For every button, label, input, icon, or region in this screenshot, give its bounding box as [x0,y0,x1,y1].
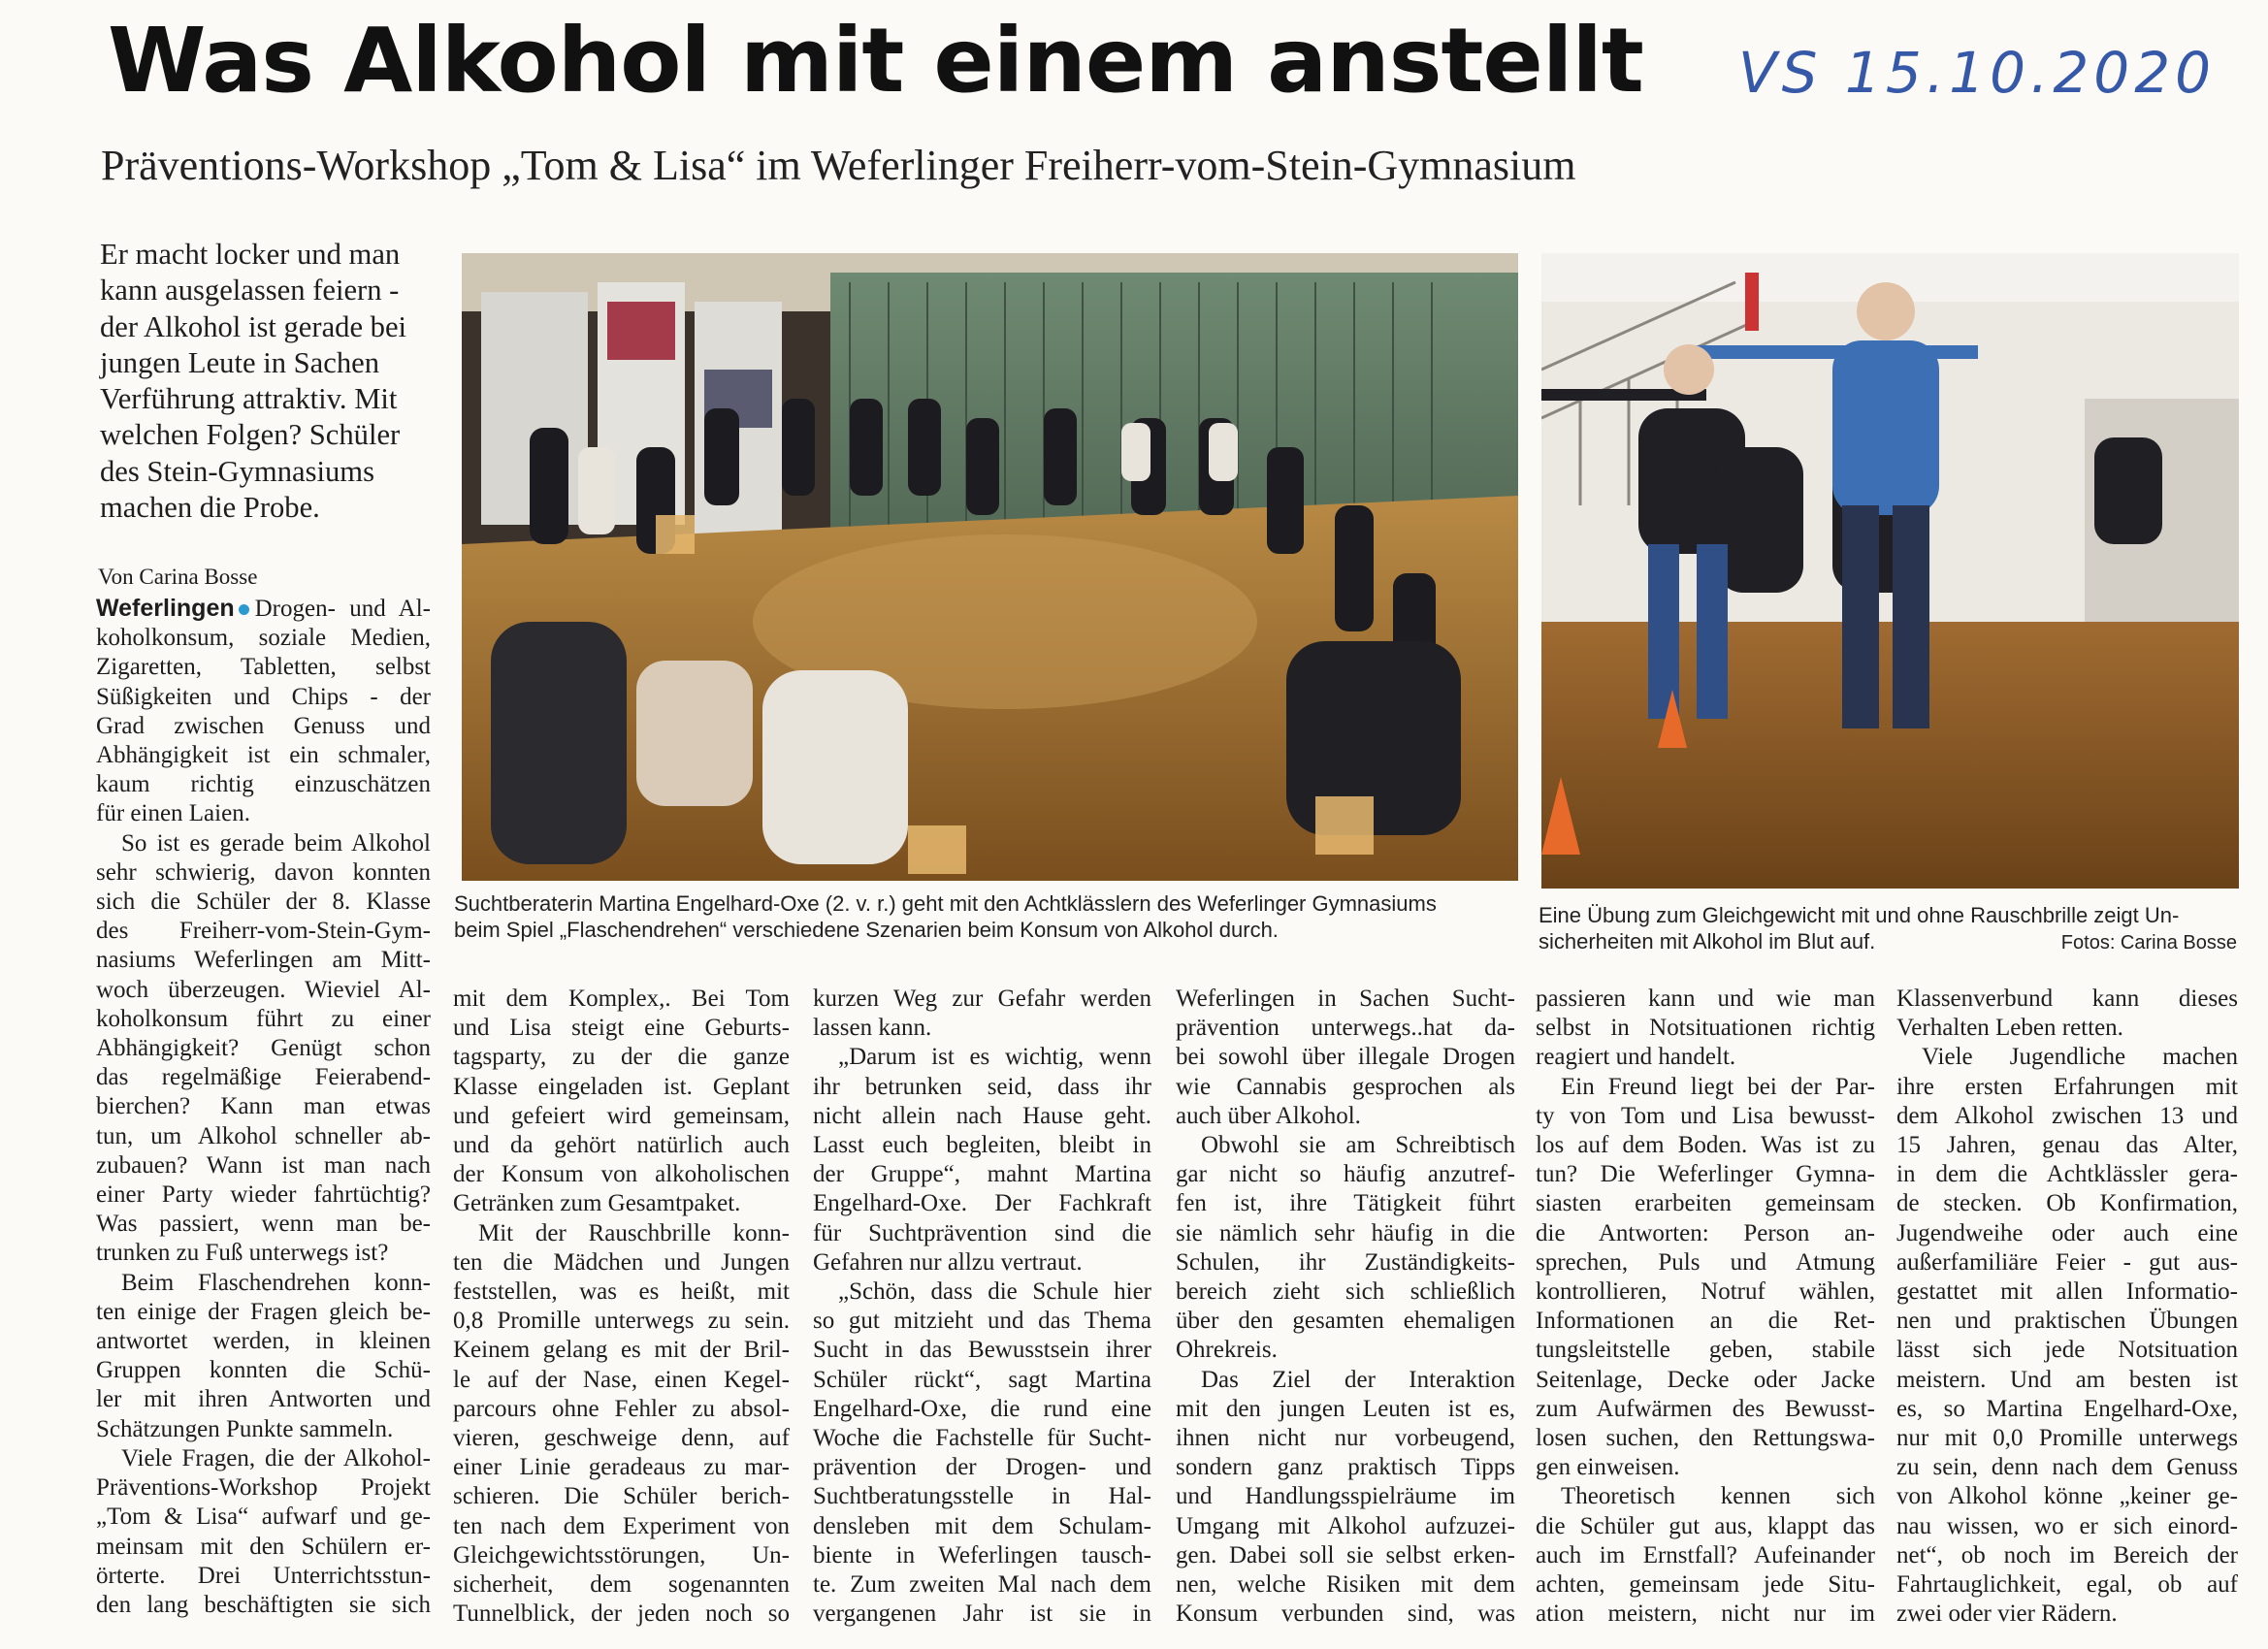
column-line: bereich zieht sich schließlich [1176,1278,1515,1306]
column-line: sprechen, Puls und Atmung [1536,1248,1875,1276]
column-line: sehr schwierig, davon konnten [96,858,431,886]
column-line: densleben mit dem Schulam- [813,1512,1151,1539]
column-line: nau wissen, wo er sich einord- [1896,1512,2238,1539]
column-line: ihre ersten Erfahrungen mit [1896,1073,2238,1100]
column-line: tun? Die Weferlinger Gymna- [1536,1161,1875,1188]
column-line: Schüler rückt“, sagt Martina [813,1366,1151,1393]
column-line: Tunnelblick, der jeden noch so [453,1600,790,1628]
column-line: los auf dem Boden. Was ist zu [1536,1132,1875,1159]
column-line: siasten erarbeiten gemeinsam [1536,1190,1875,1217]
column-line: Das Ziel der Interaktion [1201,1366,1515,1393]
column-line: vieren, geschweige denn, auf [453,1425,790,1452]
column-line: auch über Alkohol. [1176,1102,1361,1129]
column-line: zu sein, denn nach dem Genuss [1896,1454,2238,1481]
column-line: Süßigkeiten und Chips - der [96,683,431,710]
column-line: die Antworten: Person an- [1536,1219,1875,1246]
column-line: kurzen Weg zur Gefahr werden [813,986,1151,1012]
caption-line: beim Spiel „Flaschendrehen“ verschiedene Szenarien beim Konsum von Alkohol durch. [454,918,1279,942]
column-line: Weferlingen in Sachen Sucht- [1176,986,1515,1012]
column-line: 15 Jahren, genau das Alter, [1896,1132,2238,1159]
column-line: gen. Dabei soll sie selbst erken- [1176,1541,1515,1568]
column-line: sondern ganz praktisch Tipps [1176,1454,1515,1481]
dateline-dot [239,604,249,615]
teaser-line: der Alkohol ist gerade bei [100,309,407,343]
photo-workshop-circle [462,253,1518,881]
column-line: das regelmäßige Feierabend- [96,1064,431,1091]
column-line: antwortet werden, in kleinen [96,1328,431,1355]
column-line: in dem die Achtklässler gera- [1896,1161,2238,1188]
column-line: Sucht in das Bewusstsein ihrer [813,1337,1151,1364]
column-line: mit dem Komplex,. Bei Tom [453,986,790,1012]
column-line: koholkonsum, soziale Medien, [96,625,431,652]
column-line-text: Drogen- und Al- [254,596,431,622]
column-line: Klasse eingeladen ist. Geplant [453,1073,790,1100]
column-line: koholkonsum führt zu einer [96,1005,431,1032]
column-line: und gefeiert wird gemeinsam, [453,1102,790,1129]
caption-line: sicherheiten mit Alkohol im Blut auf. [1539,929,1876,954]
column-line: passieren kann und wie man [1536,986,1875,1012]
column-line: Keinem gelang es mit der Bril- [453,1337,790,1364]
column-line: und Handlungsspielräume im [1176,1483,1515,1510]
column-line: achten, gemeinsam jede Situ- [1536,1571,1875,1599]
column-line: kontrollieren, Notruf wählen, [1536,1278,1875,1306]
column-line: losen suchen, den Rettungswa- [1536,1425,1875,1452]
column-line: so gut mitzieht und das Thema [813,1308,1151,1335]
column-line: kaum richtig einzuschätzen [96,771,431,798]
column-line: trunken zu Fuß unterwegs ist? [96,1240,389,1267]
column-line: meistern. Und am besten ist [1896,1366,2238,1393]
column-line: gestattet mit allen Informatio- [1896,1278,2238,1306]
column-line [96,594,431,624]
column-line: meinsam mit den Schülern er- [96,1533,431,1560]
column-line: Verhalten Leben retten. [1896,1015,2123,1042]
column-line: Grad zwischen Genuss und [96,712,431,739]
column-line: schieren. Die Schüler berich- [453,1483,790,1510]
column-line: Mit der Rauschbrille konn- [478,1219,790,1246]
column-line: sicherheit, dem sogenannten [453,1571,790,1599]
column-line: Engelhard-Oxe, die rund eine [813,1395,1151,1422]
column-line: Konsum verbunden sind, was [1176,1600,1515,1628]
column-line: Seitenlage, Decke oder Jacke [1536,1366,1875,1393]
column-line: gen einweisen. [1536,1454,1680,1481]
column-line: vergangenen Jahr ist sie in [813,1600,1151,1628]
teaser-line: machen die Probe. [100,491,320,525]
column-line: der Konsum von alkoholischen [453,1161,790,1188]
article-column-1 [96,594,431,1620]
column-line: Engelhard-Oxe. Der Fachkraft [813,1190,1151,1217]
column-line: Was passiert, wenn man be- [96,1211,431,1238]
column-line: ty von Tom und Lisa bewusst- [1536,1102,1875,1129]
column-line: außerfamiliäre Feier - gut aus- [1896,1248,2238,1276]
column-line: Woche die Fachstelle für Sucht- [813,1425,1151,1452]
column-line: Abhängigkeit? Genügt schon [96,1035,431,1062]
column-line: Ein Freund liegt bei der Par- [1561,1073,1875,1100]
column-line: Beim Flaschendrehen konn- [121,1269,431,1296]
column-line: Theoretisch kennen sich [1561,1483,1875,1510]
column-line: Jugendweihe oder auch eine [1896,1219,2238,1246]
caption-line-row [1539,928,2237,954]
column-line: Getränken zum Gesamtpaket. [453,1190,741,1217]
column-line: Fahrtauglichkeit, egal, ob auf [1896,1571,2238,1599]
column-line: ihnen nicht nur vorbeugend, [1176,1425,1515,1452]
article-column-5 [1536,985,1875,1629]
column-line: den lang beschäftigten sie sich [96,1591,431,1618]
column-line: Präventions-Workshop Projekt [96,1474,431,1502]
column-line: mit den jungen Leuten ist es, [1176,1395,1515,1422]
column-line: prävention unterwegs..hat da- [1176,1015,1515,1042]
article-column-3 [813,985,1151,1629]
headline: Was Alkohol mit einem anstellt [108,9,1643,113]
column-line: ten nach dem Experiment von [453,1512,790,1539]
column-line: ler mit ihren Antworten und [96,1386,431,1413]
column-line: und da gehört natürlich auch [453,1132,790,1159]
column-line: Informationen an die Ret- [1536,1308,1875,1335]
column-line: nen, welche Risiken mit dem [1176,1571,1515,1599]
handwritten-date-note: VS 15.10.2020 [1738,40,2217,106]
column-line: de stecken. Ob Konfirmation, [1896,1190,2238,1217]
column-line: nur mit 0,0 Promille unterwegs [1896,1425,2238,1452]
teaser-line: jungen Leute in Sachen [100,345,379,379]
subheadline: Präventions-Workshop „Tom & Lisa“ im Weferlinger Freiherr-vom-Stein-Gymnasium [101,142,1576,189]
column-line: es, so Martina Engelhard-Oxe, [1896,1395,2238,1422]
column-line: einer Party wieder fahrtüchtig? [96,1181,431,1209]
column-line: tagsparty, zu der die ganze [453,1044,790,1071]
column-line: tungsleitstelle geben, stabile [1536,1337,1875,1364]
column-line: gar nicht so häufig anzutref- [1176,1161,1515,1188]
column-line: Gleichgewichtsstörungen, Un- [453,1541,790,1568]
column-line: reagiert und handelt. [1536,1044,1736,1071]
article-column-4 [1176,985,1515,1629]
article-column-6 [1896,985,2238,1629]
column-line: die Schüler gut aus, klappt das [1536,1512,1875,1539]
teaser [100,237,437,526]
column-line: feststellen, was es heißt, mit [453,1278,790,1306]
column-line: zum Aufwärmen des Bewusst- [1536,1395,1875,1422]
column-line: einer Linie geradeaus zu mar- [453,1454,790,1481]
teaser-line: des Stein-Gymnasiums [100,454,374,488]
column-line: te. Zum zweiten Mal nach dem [813,1571,1151,1599]
column-line: prävention der Drogen- und [813,1454,1151,1481]
column-line: Zigaretten, Tabletten, selbst [96,654,431,681]
column-line: lässt sich jede Notsituation [1896,1337,2238,1364]
photo-credit: Fotos: Carina Bosse [2060,932,2237,954]
column-line: Gruppen konnten die Schü- [96,1357,431,1384]
column-line: und Lisa steigt eine Geburts- [453,1015,790,1042]
column-line: Umgang mit Alkohol aufzuzei- [1176,1512,1515,1539]
column-line: „Schön, dass die Schule hier [838,1278,1151,1306]
teaser-line: Er macht locker und man [100,238,401,271]
column-line: So ist es gerade beim Alkohol [121,829,431,857]
column-line: Gefahren nur allzu vertraut. [813,1248,1083,1276]
column-line: selbst in Notsituationen richtig [1536,1015,1875,1042]
teaser-line: kann ausgelassen feiern - [100,274,400,307]
photo-balance-exercise [1541,253,2239,889]
column-line: für Suchtprävention sind die [813,1219,1151,1246]
column-line: biente in Weferlingen tausch- [813,1541,1151,1568]
column-line: 0,8 Promille unterwegs zu sein. [453,1308,790,1335]
column-line: le auf der Nase, einen Kegel- [453,1366,790,1393]
teaser-line: Verführung attraktiv. Mit [100,382,398,416]
column-line: auch im Ernstfall? Aufeinander [1536,1541,1875,1568]
caption-line: Eine Übung zum Gleichgewicht mit und ohne Rauschbrille zeigt Un- [1539,903,2180,927]
photo-balance-caption [1539,902,2237,954]
column-line: tun, um Alkohol schneller ab- [96,1122,431,1149]
article-column-2 [453,985,790,1629]
column-line: dem Alkohol zwischen 13 und [1896,1102,2238,1129]
column-line: Lasst euch begleiten, bleibt in [813,1132,1151,1159]
column-line: ihr betrunken seid, dass ihr [813,1073,1151,1100]
column-line: Schulen, ihr Zuständigkeits- [1176,1248,1515,1276]
column-line: Viele Fragen, die der Alkohol- [121,1444,431,1471]
column-line: „Tom & Lisa“ aufwarf und ge- [96,1504,431,1531]
column-line: bierchen? Kann man etwas [96,1093,431,1120]
column-line: parcours ohne Fehler zu absol- [453,1395,790,1422]
column-line: Abhängigkeit ist ein schmaler, [96,742,431,769]
column-line: ation meistern, nicht nur im [1536,1600,1875,1628]
column-line: von Alkohol könne „keiner ge- [1896,1483,2238,1510]
photo-workshop-circle-drawing [462,253,1518,881]
column-line: net“, ob noch im Bereich der [1896,1541,2238,1568]
column-line: für einen Laien. [96,800,250,827]
column-line: Klassenverbund kann dieses [1896,986,2238,1012]
column-line: sie nämlich sehr häufig in die [1176,1219,1515,1246]
column-line: Suchtberatungsstelle in Hal- [813,1483,1151,1510]
caption-line: Suchtberaterin Martina Engelhard-Oxe (2. v. r.) geht mit den Achtklässlern des Weferlinger Gymnasiums [454,891,1437,916]
column-line: „Darum ist es wichtig, wenn [838,1044,1151,1071]
column-line: Obwohl sie am Schreibtisch [1201,1132,1515,1159]
teaser-line: welchen Folgen? Schüler [100,418,401,452]
column-line: nasiums Weferlingen am Mitt- [96,947,431,974]
column-line: der Gruppe“, mahnt Martina [813,1161,1151,1188]
photo-balance-exercise-drawing [1541,253,2239,889]
column-line: Ohrekreis. [1176,1337,1278,1364]
column-line: des Freiherr-vom-Stein-Gym- [96,918,431,945]
column-line: fen ist, ihre Tätigkeit führt [1176,1190,1515,1217]
column-line: über den gesamten ehemaligen [1176,1308,1515,1335]
column-line: ten einige der Fragen gleich be- [96,1298,431,1325]
column-line: nen und praktischen Übungen [1896,1308,2238,1335]
column-line: zubauen? Wann ist man nach [96,1151,431,1179]
column-line: wie Cannabis gesprochen als [1176,1073,1515,1100]
column-line: woch überzeugen. Wieviel Al- [96,976,431,1003]
byline: Von Carina Bosse [98,565,258,589]
column-line: Viele Jugendliche machen [1922,1044,2238,1071]
column-line: örterte. Drei Unterrichtsstun- [96,1562,431,1589]
column-line: sich die Schüler der 8. Klasse [96,889,431,916]
column-line: bei sowohl über illegale Drogen [1176,1044,1515,1071]
dateline: Weferlingen [96,595,235,622]
column-line: ten die Mädchen und Jungen [453,1248,790,1276]
photo-workshop-caption [454,890,1521,943]
column-line: lassen kann. [813,1015,932,1042]
column-line: Schätzungen Punkte sammeln. [96,1415,394,1442]
column-line: nicht allein nach Hause geht. [813,1102,1151,1129]
column-line: zwei oder vier Rädern. [1896,1600,2118,1628]
